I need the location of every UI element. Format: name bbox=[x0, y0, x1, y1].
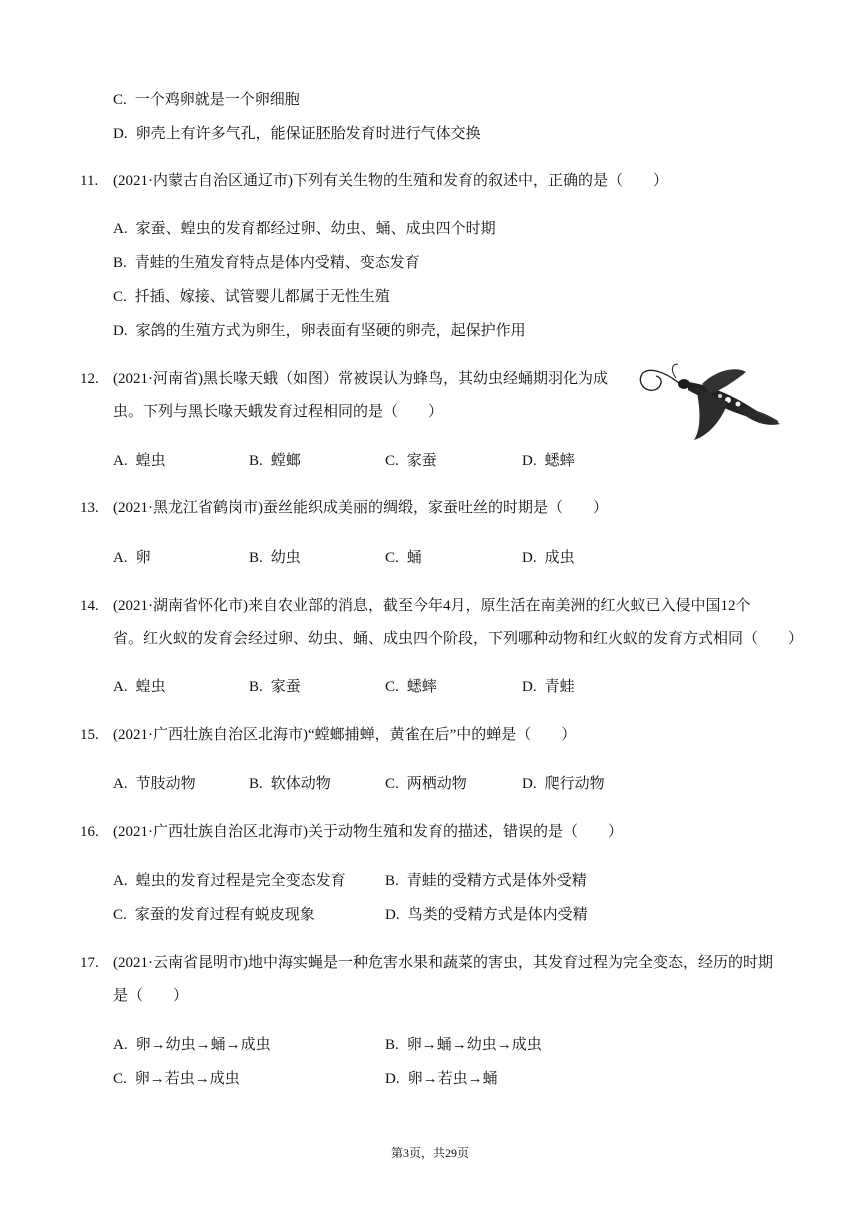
option-a bbox=[113, 871, 346, 891]
question-stem-line-2: 省。红火蚁的发育会经过卵、幼虫、蛹、成虫四个阶段，下列哪种动物和红火蚁的发育方式相同（ ） bbox=[113, 631, 804, 647]
option-d bbox=[385, 1069, 498, 1089]
option-text: 蝗虫 bbox=[135, 453, 166, 469]
option-text: 蝗虫 bbox=[135, 679, 166, 695]
option-text: 卵 bbox=[135, 550, 151, 566]
option-label: B. bbox=[249, 679, 263, 695]
question-stem: (2021·河南省)黑长喙天蛾（如图）常被误认为蜂鸟，其幼虫经蛹期羽化为成 bbox=[113, 371, 608, 387]
option-d bbox=[522, 451, 575, 471]
option-b bbox=[113, 253, 420, 273]
option-a bbox=[113, 219, 496, 239]
option-label: A. bbox=[113, 1037, 128, 1053]
option-label: A. bbox=[113, 221, 128, 237]
option-label: C. bbox=[113, 1071, 127, 1087]
option-text: 家蚕、蝗虫的发育都经过卵、幼虫、蛹、成虫四个时期 bbox=[135, 221, 496, 237]
option-a bbox=[113, 548, 151, 568]
option-text: 软体动物 bbox=[270, 776, 331, 792]
option-label: C. bbox=[385, 679, 399, 695]
option-text: 蟋蟀 bbox=[406, 679, 437, 695]
question-stem: (2021·内蒙古自治区通辽市)下列有关生物的生殖和发育的叙述中，正确的是（ ） bbox=[113, 173, 668, 189]
option-label: D. bbox=[522, 776, 537, 792]
option-text: 卵→蛹→幼虫→成虫 bbox=[406, 1037, 542, 1053]
option-c bbox=[113, 1069, 240, 1089]
question-stem: (2021·广西壮族自治区北海市)“螳螂捕蝉，黄雀在后”中的蝉是（ ） bbox=[113, 727, 577, 743]
option-text: 卵→若虫→蛹 bbox=[407, 1071, 498, 1087]
question-stem: (2021·广西壮族自治区北海市)关于动物生殖和发育的描述，错误的是（ ） bbox=[113, 824, 623, 840]
option-b bbox=[249, 548, 301, 568]
question-stem-line-2: 虫。下列与黑长喙天蛾发育过程相同的是（ ） bbox=[113, 404, 444, 420]
option-a bbox=[113, 677, 166, 697]
option-b bbox=[249, 774, 331, 794]
option-label: B. bbox=[249, 550, 263, 566]
option-text: 蛹 bbox=[406, 550, 422, 566]
option-label: C. bbox=[385, 550, 399, 566]
option-label: B. bbox=[249, 776, 263, 792]
question-number: 17. bbox=[80, 955, 99, 971]
option-text: 鸟类的受精方式是体内受精 bbox=[407, 907, 588, 923]
option-label: D. bbox=[522, 453, 537, 469]
option-a bbox=[113, 774, 196, 794]
option-a bbox=[113, 1035, 271, 1055]
question-number: 13. bbox=[80, 500, 99, 516]
option-text: 节肢动物 bbox=[135, 776, 196, 792]
option-text: 青蛙 bbox=[544, 679, 575, 695]
option-label: C. bbox=[113, 289, 127, 305]
option-text: 成虫 bbox=[544, 550, 575, 566]
option-text: 青蛙的生殖发育特点是体内受精、变态发育 bbox=[134, 255, 420, 271]
option-d bbox=[522, 548, 575, 568]
q10-option-c bbox=[113, 90, 300, 110]
question-number: 14. bbox=[80, 598, 99, 614]
option-label: A. bbox=[113, 776, 128, 792]
option-label: C. bbox=[385, 776, 399, 792]
option-label: B. bbox=[385, 1037, 399, 1053]
q10-option-d bbox=[113, 124, 481, 144]
option-label: D. bbox=[385, 907, 400, 923]
option-c bbox=[385, 548, 422, 568]
option-b bbox=[385, 1035, 542, 1055]
option-text: 家蚕的发育过程有蜕皮现象 bbox=[134, 907, 315, 923]
option-label: D. bbox=[522, 679, 537, 695]
option-text: 卵→幼虫→蛹→成虫 bbox=[135, 1037, 271, 1053]
option-label: D. bbox=[113, 323, 128, 339]
option-text: 螳螂 bbox=[270, 453, 301, 469]
option-label: C. bbox=[113, 907, 127, 923]
option-d bbox=[113, 321, 526, 341]
option-text: 蝗虫的发育过程是完全变态发育 bbox=[135, 873, 346, 889]
option-d bbox=[522, 774, 605, 794]
option-text: 蟋蟀 bbox=[544, 453, 575, 469]
option-label: D. bbox=[385, 1071, 400, 1087]
option-d bbox=[522, 677, 575, 697]
question-number: 16. bbox=[80, 824, 99, 840]
option-b bbox=[385, 871, 587, 891]
option-a bbox=[113, 451, 166, 471]
page-number: 第3页，共29页 bbox=[390, 1146, 469, 1160]
option-label: D. bbox=[113, 126, 128, 142]
option-label: A. bbox=[113, 679, 128, 695]
option-b bbox=[249, 677, 301, 697]
option-text: 家鸽的生殖方式为卵生，卵表面有坚硬的卵壳，起保护作用 bbox=[135, 323, 526, 339]
option-label: B. bbox=[113, 255, 127, 271]
option-text: 一个鸡卵就是一个卵细胞 bbox=[134, 92, 300, 108]
option-label: A. bbox=[113, 873, 128, 889]
option-label: A. bbox=[113, 453, 128, 469]
question-number: 11. bbox=[80, 173, 99, 189]
question-stem-line-2: 是（ ） bbox=[113, 988, 189, 1004]
moth-figure bbox=[636, 362, 781, 442]
option-text: 爬行动物 bbox=[544, 776, 605, 792]
option-label: C. bbox=[113, 92, 127, 108]
option-label: D. bbox=[522, 550, 537, 566]
option-text: 家蚕 bbox=[270, 679, 301, 695]
option-text: 两栖动物 bbox=[406, 776, 467, 792]
option-text: 扦插、嫁接、试管婴儿都属于无性生殖 bbox=[134, 289, 390, 305]
option-text: 卵→若虫→成虫 bbox=[134, 1071, 240, 1087]
option-label: B. bbox=[385, 873, 399, 889]
option-c bbox=[113, 905, 315, 925]
option-c bbox=[385, 774, 467, 794]
question-stem: (2021·云南省昆明市)地中海实蝇是一种危害水果和蔬菜的害虫，其发育过程为完全变态，经历的时期 bbox=[113, 955, 773, 971]
option-c bbox=[385, 677, 437, 697]
option-label: B. bbox=[249, 453, 263, 469]
option-c bbox=[385, 451, 437, 471]
question-stem: (2021·黑龙江省鹤岗市)蚕丝能织成美丽的绸缎，家蚕吐丝的时期是（ ） bbox=[113, 500, 608, 516]
option-text: 幼虫 bbox=[270, 550, 301, 566]
option-b bbox=[249, 451, 301, 471]
question-stem: (2021·湖南省怀化市)来自农业部的消息，截至今年4月，原生活在南美洲的红火蚁已入侵中国12个 bbox=[113, 598, 751, 614]
question-number: 12. bbox=[80, 371, 99, 387]
question-number: 15. bbox=[80, 727, 99, 743]
option-c bbox=[113, 287, 390, 307]
option-label: C. bbox=[385, 453, 399, 469]
option-d bbox=[385, 905, 588, 925]
option-text: 家蚕 bbox=[406, 453, 437, 469]
option-text: 卵壳上有许多气孔，能保证胚胎发育时进行气体交换 bbox=[135, 126, 481, 142]
option-text: 青蛙的受精方式是体外受精 bbox=[406, 873, 587, 889]
option-label: A. bbox=[113, 550, 128, 566]
